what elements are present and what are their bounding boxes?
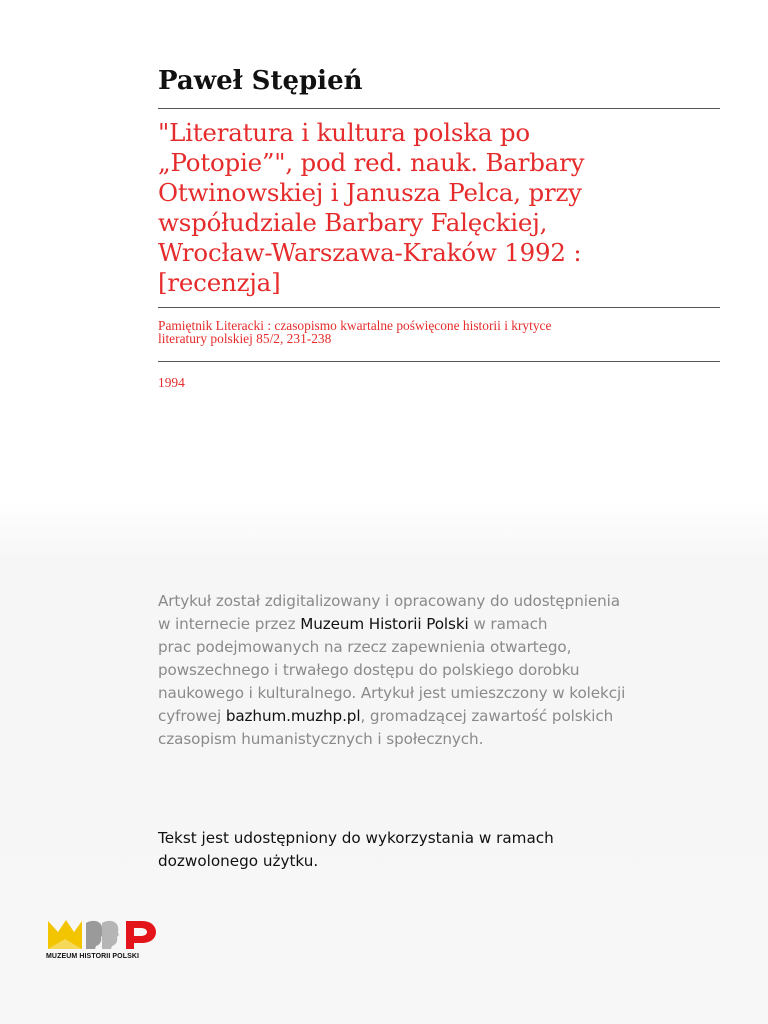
museum-logo — [46, 917, 166, 965]
info-line: prac podejmowanych na rzecz zapewnienia otwartego, — [158, 638, 572, 656]
info-text: , gromadzącej zawartość polskich — [360, 707, 614, 725]
info-text: w internecie przez — [158, 615, 301, 633]
title-line: Wrocław-Warszawa-Kraków 1992 : — [158, 238, 582, 267]
info-line: czasopism humanistycznych i społecznych. — [158, 730, 484, 748]
license-notice — [158, 827, 718, 873]
title-line: współudziale Barbary Falęckiej, — [158, 208, 548, 237]
license-line: dozwolonego użytku. — [158, 852, 319, 870]
divider-title — [158, 307, 720, 308]
journal-line: Pamiętnik Literacki : czasopismo kwartalne poświęcone historii i krytyce — [158, 318, 552, 333]
title-line: [recenzja] — [158, 268, 281, 297]
journal-line: literatury polskiej 85/2, 231-238 — [158, 331, 332, 346]
info-text: cyfrowej — [158, 707, 226, 725]
divider-journal — [158, 361, 720, 362]
author-name: Paweł Stępień — [158, 66, 363, 96]
bazhum-link[interactable]: bazhum.muzhp.pl — [225, 707, 361, 725]
license-line: Tekst jest udostępniony do wykorzystania w ramach — [158, 829, 554, 847]
letter-p-icon — [126, 921, 156, 949]
title-line: Otwinowskiej i Janusza Pelca, przy — [158, 178, 582, 207]
title-line: "Literatura i kultura polska po — [158, 118, 530, 147]
info-line: naukowego i kulturalnego. Artykuł jest umieszczony w kolekcji — [158, 684, 626, 702]
info-line: powszechnego i trwałego dostępu do polskiego dorobku — [158, 661, 580, 679]
museum-link[interactable]: Muzeum Historii Polski — [300, 615, 469, 633]
logo-caption: MUZEUM HISTORII POLSKI — [46, 953, 140, 960]
info-line — [158, 705, 718, 728]
info-line: Artykuł został zdigitalizowany i opracowany do udostępnienia — [158, 592, 620, 610]
article-title — [158, 118, 720, 298]
museum-logo-icon — [46, 917, 166, 953]
title-line: „Potopie”", pod red. nauk. Barbary — [158, 148, 585, 177]
profiles-icon — [86, 921, 103, 949]
publication-year: 1994 — [158, 375, 185, 390]
journal-citation — [158, 319, 720, 345]
info-line — [158, 613, 718, 636]
info-text: w ramach — [468, 615, 548, 633]
digitization-notice — [158, 590, 718, 751]
divider-top — [158, 108, 720, 109]
